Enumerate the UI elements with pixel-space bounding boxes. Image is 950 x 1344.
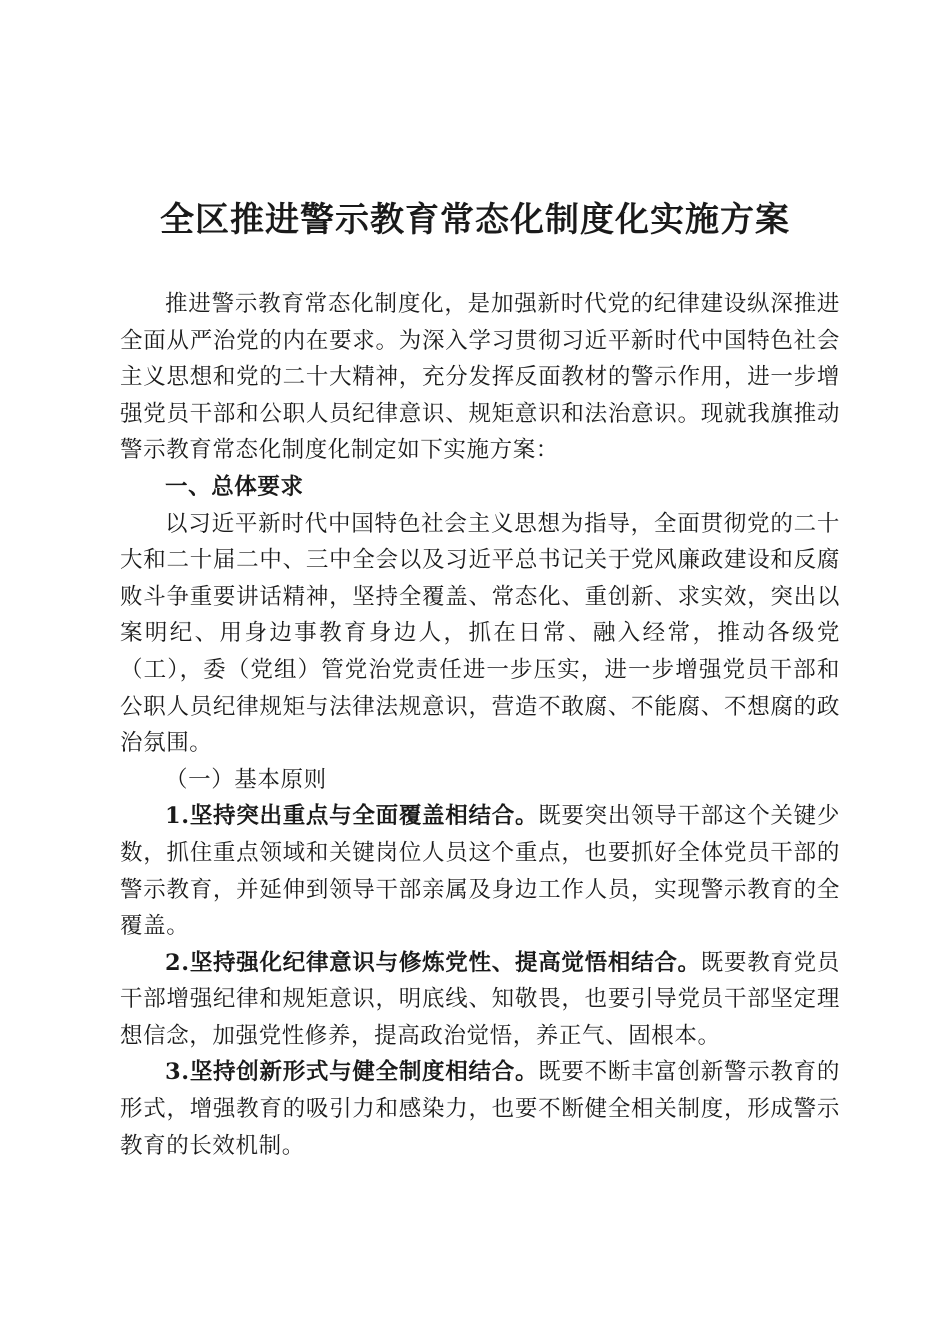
subsection-heading-basic-principles: （一）基本原则: [165, 766, 327, 793]
principle-1-lead: 1.坚持突出重点与全面覆盖相结合。: [165, 803, 539, 830]
section-heading-general-requirements: 一、总体要求: [165, 473, 304, 500]
document-title: 全区推进警示教育常态化制度化实施方案: [160, 200, 790, 240]
principle-paragraph-1: [120, 798, 840, 944]
principle-paragraph-3: [120, 1054, 840, 1164]
principle-3-text: 既要不断丰富创新警示教育的形式，增强教育的吸引力和感染力，也要不断健全相关制度，形成警示教育的长效机制。: [120, 1059, 840, 1159]
principle-3-lead: 3.坚持创新形式与健全制度相结合。: [165, 1059, 539, 1086]
principle-2-lead: 2.坚持强化纪律意识与修炼党性、提高觉悟相结合。: [165, 949, 701, 976]
principle-1-text: 既要突出领导干部这个关键少数，抓住重点领域和关键岗位人员这个重点，也要抓好全体党员干部的警示教育，并延伸到领导干部亲属及身边工作人员，实现警示教育的全覆盖。: [120, 803, 840, 940]
principle-paragraph-2: [120, 945, 840, 1055]
document-body: [120, 286, 840, 1164]
principle-2-text: 既要教育党员干部增强纪律和规矩意识，明底线、知敬畏，也要引导党员干部坚定理想信念，加强党性修养，提高政治觉悟，养正气、固根本。: [120, 949, 840, 1049]
general-requirements-paragraph: 以习近平新时代中国特色社会主义思想为指导，全面贯彻党的二十大和二十届二中、三中全会以及习近平总书记关于党风廉政建设和反腐败斗争重要讲话精神，坚持全覆盖、常态化、重创新、求实效，突出以案明纪、用身边事教育身边人，抓在日常、融入经常，推动各级党（工），委（党组）管党治党责任进一步压实，进一步增强党员干部和公职人员纪律规矩与法律法规意识，营造不敢腐、不能腐、不想腐的政治氛围。: [120, 510, 840, 757]
intro-paragraph: 推进警示教育常态化制度化，是加强新时代党的纪律建设纵深推进全面从严治党的内在要求。为深入学习贯彻习近平新时代中国特色社会主义思想和党的二十大精神，充分发挥反面教材的警示作用，进一步增强党员干部和公职人员纪律意识、规矩意识和法治意识。现就我旗推动警示教育常态化制度化制定如下实施方案：: [120, 291, 840, 464]
